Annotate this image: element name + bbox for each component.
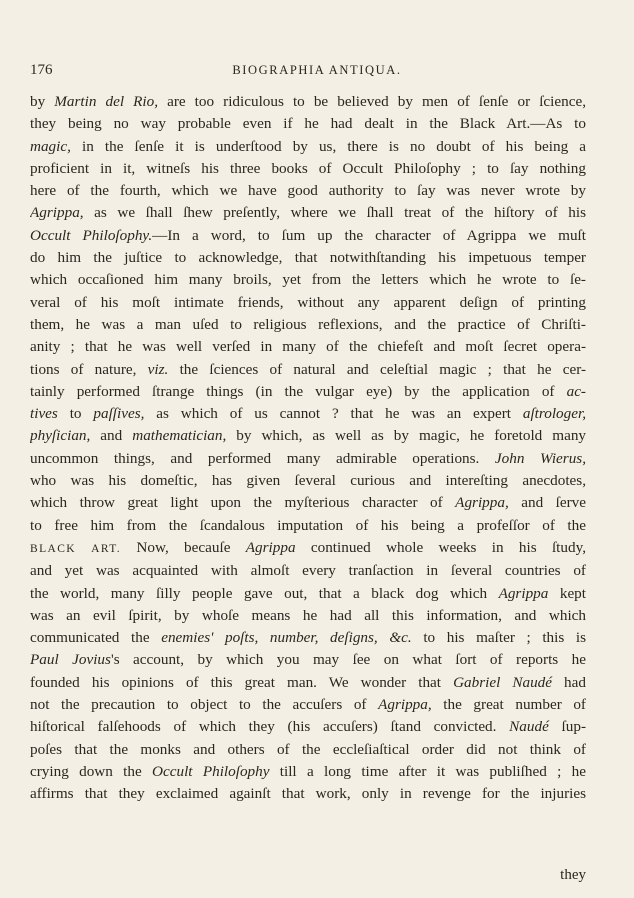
small-caps-text: BLACK ART. <box>30 542 122 555</box>
text-line <box>30 202 586 224</box>
text-line <box>30 672 586 694</box>
italic-text: tives <box>30 405 58 423</box>
text-run: the world, many ſilly people gave out, that a black dog which <box>30 584 499 602</box>
text-line <box>30 694 586 716</box>
text-line <box>30 515 586 537</box>
text-line <box>30 136 586 158</box>
text-run: anity ; that he was well verſed in many of the chiefeſt and moſt ſecret opera- <box>30 338 586 356</box>
text-run: and yet was acquainted with almoſt every tranſaction in ſeveral countries of <box>30 562 586 580</box>
italic-text: Gabriel Naudé <box>453 673 553 691</box>
text-run: continued whole weeks in his ſtudy, <box>295 538 586 556</box>
text-run: tainly performed ſtrange things (in the vulgar eye) by the application of <box>30 382 567 400</box>
text-line <box>30 716 586 738</box>
text-line <box>30 492 586 514</box>
text-run: not the precaution to object to the accuſers of <box>30 696 379 714</box>
text-line <box>30 583 586 605</box>
text-line <box>30 761 586 783</box>
italic-text: paſſives, <box>93 405 145 423</box>
italic-text: Occult Philoſophy. <box>30 226 153 244</box>
text-run: do him the juſtice to acknowledge, that notwithſtanding his impetuous temper <box>30 249 586 267</box>
text-run: communicated the <box>30 629 162 647</box>
text-run: to free him from the ſcandalous imputation of his being a profeſſor of the <box>30 516 586 534</box>
text-run: to his maſter ; this is <box>411 629 586 647</box>
text-line <box>30 292 586 314</box>
text-line <box>30 336 586 358</box>
italic-text: Naudé <box>509 718 549 736</box>
text-line <box>30 381 586 403</box>
italic-text: Occult Philoſophy <box>152 762 270 780</box>
text-run: they being no way probable even if he had dealt in the Black Art.—As to <box>30 115 586 133</box>
text-line <box>30 560 586 582</box>
running-head: BIOGRAPHIA ANTIQUA. <box>232 63 402 77</box>
text-line <box>30 627 586 649</box>
italic-text: phyſician, <box>30 427 91 445</box>
text-run: by <box>30 93 55 110</box>
italic-text: Agrippa <box>498 584 549 602</box>
text-run: as we ſhall ſhew preſently, where we ſhall treat of the hiſtory of his <box>83 204 586 222</box>
text-line <box>30 448 586 470</box>
text-line <box>30 739 586 761</box>
italic-text: Paul Jovius <box>30 651 111 669</box>
text-line <box>30 605 586 627</box>
text-run: had <box>552 673 586 691</box>
text-line <box>30 359 586 381</box>
text-run: till a long time after it was publiſhed ; he <box>269 762 586 780</box>
text-run: tions of nature, <box>30 360 148 378</box>
page-number: 176 <box>30 62 53 78</box>
text-run: and ſerve <box>508 494 586 512</box>
text-line <box>30 180 586 202</box>
text-run: the great number of <box>431 696 586 714</box>
text-run: kept <box>548 584 586 602</box>
body-text <box>30 91 586 806</box>
page-header <box>30 62 604 82</box>
text-line <box>30 158 586 180</box>
italic-text: John Wierus, <box>494 449 586 467</box>
text-line <box>30 470 586 492</box>
italic-text: mathematician, <box>132 427 227 445</box>
text-run: poſes that the monks and others of the eccleſiaſtical order did not think of <box>30 740 586 758</box>
text-line <box>30 225 586 247</box>
text-run: as which of us cannot ? that he was an expert <box>144 405 523 423</box>
text-run: by which, as well as by magic, he foretold many <box>226 427 586 445</box>
text-run: to <box>57 405 94 423</box>
text-line <box>30 91 586 113</box>
italic-text: Agrippa, <box>30 204 84 222</box>
text-run: here of the fourth, which we have good authority to ſay was never wrote by <box>30 182 586 200</box>
italic-text: Martin del Rio, <box>54 93 159 110</box>
text-run: which occaſioned him many broils, yet from the letters which he wrote to ſe- <box>30 271 586 289</box>
text-line <box>30 403 586 425</box>
text-run: founded his opinions of this great man. We wonder that <box>30 673 454 691</box>
text-run: —In a word, to ſum up the character of Agrippa we muſt <box>152 226 586 244</box>
text-line <box>30 649 586 671</box>
italic-text: Agrippa <box>245 538 296 556</box>
italic-text: ac- <box>566 382 586 400</box>
text-run: hiſtorical falſehoods of which they (his accuſers) ſtand convicted. <box>30 718 510 736</box>
catchword: they <box>560 867 586 883</box>
text-line <box>30 247 586 269</box>
text-run: the ſciences of natural and celeſtial magic ; that he cer- <box>168 360 586 378</box>
text-run: them, he was a man uſed to religious reflexions, and the practice of Chriſti- <box>30 315 586 333</box>
text-run: in the ſenſe it is underſtood by us, there is no doubt of his being a <box>70 137 586 155</box>
italic-text: magic, <box>30 137 71 155</box>
text-line <box>30 425 586 447</box>
italic-text: enemies' poſts, number, deſigns, &c. <box>161 629 412 647</box>
text-line <box>30 537 586 560</box>
text-run: ſup- <box>548 718 586 736</box>
text-run: proficient in it, witneſs his three books of Occult Philoſophy ; to ſay nothing <box>30 159 586 177</box>
text-run: who was his domeſtic, has given ſeveral curious and intereſting anecdotes, <box>30 472 586 490</box>
text-run: affirms that they exclaimed againſt that work, only in revenge for the injuries <box>30 785 586 803</box>
italic-text: Agrippa, <box>378 696 432 714</box>
text-line <box>30 783 586 805</box>
text-run: uncommon things, and performed many admirable operations. <box>30 449 495 467</box>
text-run: veral of his moſt intimate friends, without any apparent deſign of printing <box>30 293 586 311</box>
text-run: which throw great light upon the myſterious character of <box>30 494 456 512</box>
italic-text: Agrippa, <box>455 494 509 512</box>
italic-text: viz. <box>147 360 169 378</box>
text-run: are too ridiculous to be believed by men of ſenſe or ſcience, <box>158 93 586 110</box>
text-run: was an evil ſpirit, by whoſe means he had all this information, and which <box>30 606 586 624</box>
text-run: 's account, by which you may ſee on what ſort of reports he <box>110 651 586 669</box>
text-line <box>30 113 586 135</box>
text-run: Now, becauſe <box>121 538 246 556</box>
text-run: crying down the <box>30 762 153 780</box>
italic-text: aſtrologer, <box>522 405 586 423</box>
text-line <box>30 314 586 336</box>
text-line <box>30 269 586 291</box>
text-run: and <box>90 427 133 445</box>
